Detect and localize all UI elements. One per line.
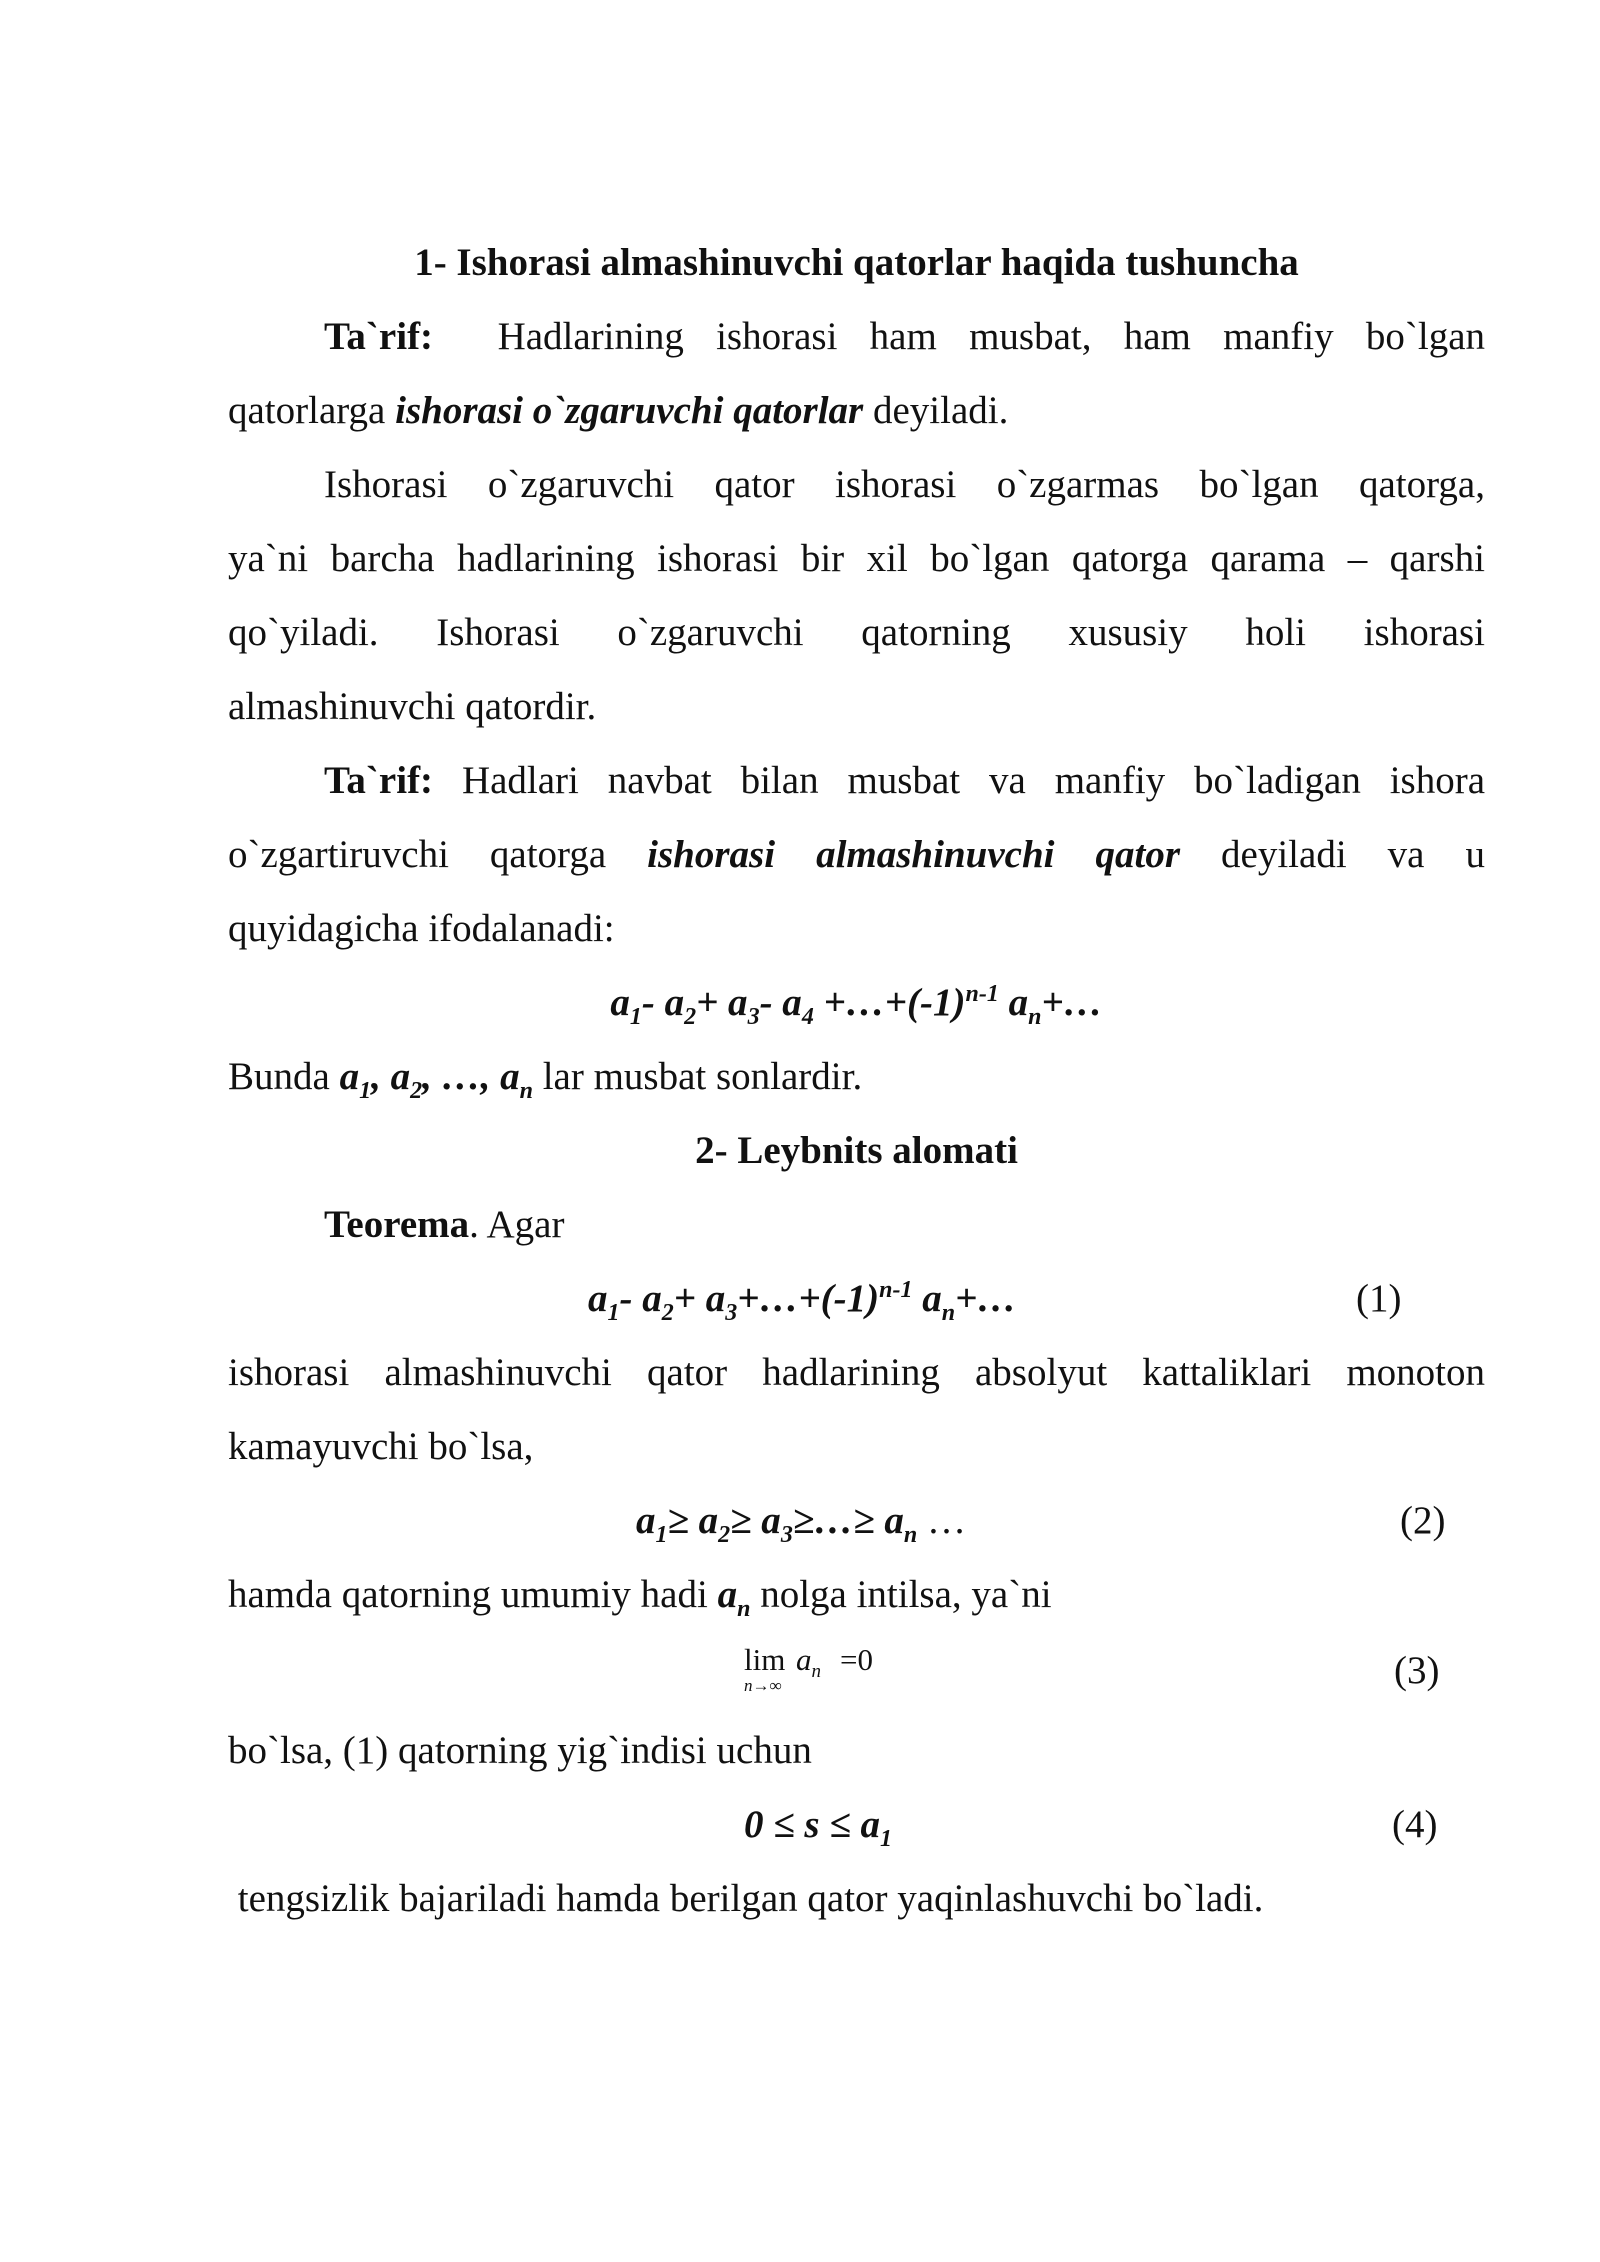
formula-text: $a_1-$ $a_2+ a_3-$ $a_4$ $+\dots+(-1)^{n-1}$ $a_n+\dots$: [610, 981, 1103, 1030]
paragraph-line: almashinuvchi qatordir.: [228, 685, 597, 728]
text-fragment: lar musbat sonlardir.: [532, 1055, 863, 1098]
theorem-line: [228, 1200, 1485, 1250]
equation-2: $a_1\ge a_2\ge$ $a_3\ge\dots\ge a_n$ …: [636, 1499, 966, 1548]
paragraph-line: ya`ni barcha hadlarining ishorasi bir xil bo`lgan qatorga qarama – qarshi: [228, 537, 1485, 580]
definition-label: Ta`rif:: [324, 315, 434, 358]
definition-2-line-3: quyidagicha ifodalanadi:: [228, 907, 615, 950]
terms-list: $a_1$, $a_2$, …, $a_n$: [339, 1055, 533, 1104]
paragraph-line: Ishorasi o`zgaruvchi qator ishorasi o`zgarmas bo`lgan qatorga,: [324, 463, 1485, 506]
limit-subscript: n→∞: [744, 1676, 782, 1695]
limit-rhs: =0: [840, 1642, 873, 1677]
equation-2-number: (2): [1400, 1499, 1446, 1542]
definition-text: Hadlari navbat bilan musbat va manfiy bo`ladigan ishora: [461, 759, 1486, 802]
equation-3-number: (3): [1394, 1649, 1440, 1692]
text-fragment: deyiladi.: [863, 389, 1009, 432]
section-heading-2: 2- Leybnits alomati: [695, 1129, 1018, 1172]
definition-label: Ta`rif:: [324, 759, 434, 802]
text-fragment: hamda qatorning umumiy hadi: [228, 1573, 718, 1616]
text-fragment: qatorlarga: [228, 389, 396, 432]
defined-term: ishorasi o`zgaruvchi qatorlar: [395, 389, 864, 432]
paragraph-line: tengsizlik bajariladi hamda berilgan qator yaqinlashuvchi bo`ladi.: [228, 1877, 1264, 1920]
lim-operator: lim: [744, 1642, 786, 1677]
equation-1-number: (1): [1356, 1277, 1402, 1320]
definition-2-line-2: [228, 830, 1485, 880]
theorem-label: Teorema: [324, 1203, 470, 1246]
paragraph-line: qo`yiladi. Ishorasi o`zgaruvchi qatorning xususiy holi ishorasi: [228, 611, 1485, 654]
equation-4-number: (4): [1392, 1803, 1438, 1846]
equation-1: $a_1-$ $a_2+$ $a_3+\dots+(-1)^{n-1}$ $a_n+\dots$: [588, 1277, 1017, 1326]
text-fragment: Bunda: [228, 1055, 340, 1098]
paragraph-line: ishorasi almashinuvchi qator hadlarining absolyut kattaliklari monoton: [228, 1351, 1485, 1394]
theorem-text: . Agar: [469, 1203, 565, 1246]
defined-term: ishorasi almashinuvchi qator: [647, 833, 1181, 876]
general-term: $a_n$: [717, 1573, 751, 1622]
paragraph-line: [228, 1570, 1485, 1620]
series-formula: [228, 978, 1485, 1028]
section-heading-1: 1- Ishorasi almashinuvchi qatorlar haqida tushuncha: [414, 241, 1299, 284]
equation-4: $0 \le s \le a_1$: [744, 1803, 892, 1852]
definition-1-line-2: [228, 386, 1485, 436]
paragraph-line: bo`lsa, (1) qatorning yig`indisi uchun: [228, 1729, 812, 1772]
text-fragment: nolga intilsa, ya`ni: [750, 1573, 1052, 1616]
text-fragment: deyiladi va u: [1180, 833, 1485, 876]
limit-equation: [744, 1642, 904, 1702]
limit-variable: $a_n$: [796, 1642, 821, 1683]
definition-1-line-1: [228, 312, 1485, 362]
definition-2-line-1: [228, 756, 1485, 806]
definition-text: Hadlarining ishorasi ham musbat, ham manfiy bo`lgan: [497, 315, 1485, 358]
text-fragment: o`zgartiruvchi qatorga: [228, 833, 648, 876]
bunda-line: [228, 1052, 1485, 1102]
paragraph-line: kamayuvchi bo`lsa,: [228, 1425, 534, 1468]
